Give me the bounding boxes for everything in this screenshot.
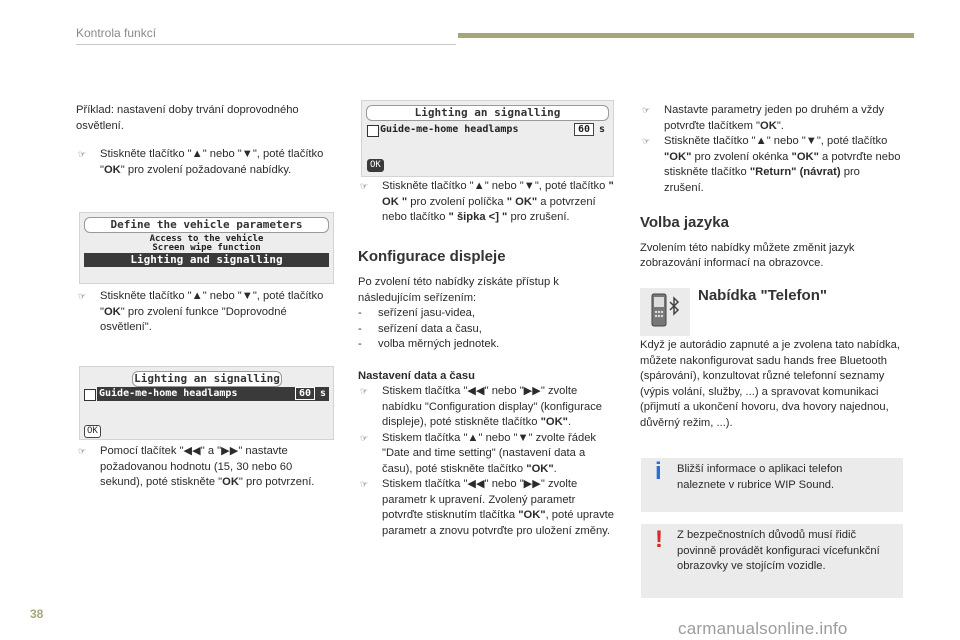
column-1-step3 [76, 444, 326, 491]
value-field: 60 [574, 123, 594, 136]
checkbox-checked [367, 125, 379, 137]
header-accent-bar [458, 33, 914, 38]
column-3 [640, 103, 902, 272]
screen-title: Lighting an signalling [132, 371, 282, 387]
list-item: - seřízení data a času, [358, 322, 482, 335]
info-text: Bližší informace o aplikaci telefon naleznete v rubrice WIP Sound. [677, 463, 843, 491]
ok-button-selected: OK [367, 159, 384, 172]
pointing-hand-icon: ☞ [360, 479, 369, 489]
section-title-phone: Nabídka "Telefon" [698, 287, 827, 304]
step-item: ☞ Stiskem tlačítka "◀◀" nebo "▶▶" zvolte nabídku "Configuration display" (konfigurace displeje), poté stiskněte tlačítko "OK". [360, 385, 603, 428]
info-box [641, 458, 903, 512]
pointing-hand-icon: ☞ [360, 432, 369, 443]
screen-title: Lighting an signalling [366, 105, 609, 121]
display-screenshot-lighting [79, 366, 334, 440]
step-item: ☞ Pomocí tlačítek "◀◀" a "▶▶" nastavte požadovanou hodnotu (15, 30 nebo 60 sekund), poté stiskněte "OK" pro potvrzení. [78, 445, 315, 488]
info-icon: i [655, 458, 662, 485]
watermark: carmanualsonline.info [678, 619, 848, 638]
column-1-step2 [76, 289, 326, 336]
step-item: ☞ Nastavte parametry jeden po druhém a vždy potvrďte tlačítkem "OK". [642, 104, 885, 132]
column-1 [76, 103, 326, 178]
step-item: ☞ Stiskem tlačítka "◀◀" nebo "▶▶" zvolte parametr k upravení. Zvolený parametr potvrďte stisknutím tlačítka "OK", poté upravte parametr a znovu potvrďte pro uložení změny. [360, 478, 615, 537]
checkbox-checked [84, 389, 96, 401]
ok-button: OK [84, 425, 101, 438]
screen-title: Define the vehicle parameters [84, 217, 329, 233]
display-screenshot-vehicle-parameters [79, 212, 334, 284]
warning-text: Z bezpečnostních důvodů musí řidič povinně provádět konfiguraci vícefunkční obrazovky ve stojícím vozidle. [677, 529, 880, 572]
section-title-language: Volba jazyka [640, 214, 729, 231]
paragraph: Po zvolení této nabídky získáte přístup k následujícím seřízením: [358, 276, 559, 304]
page-header-title: Kontrola funkcí [76, 26, 157, 40]
step-item: ☞ Stiskněte tlačítko "▲" nebo "▼", poté tlačítko " OK " pro zvolení políčka " OK" a potvrzení nebo tlačítko " šipka <] " pro zrušení. [360, 180, 614, 223]
pointing-hand-icon: ☞ [78, 291, 87, 301]
header-rule [76, 44, 456, 45]
step-item: ☞ Stiskněte tlačítko "▲" nebo "▼", poté tlačítko "OK" pro zvolení funkce "Doprovodné osvětlení". [78, 290, 324, 333]
warning-icon: ! [655, 526, 663, 553]
pointing-hand-icon: ☞ [360, 386, 369, 396]
setting-row: Guide-me-home headlamps 60 s [380, 124, 605, 135]
pointing-hand-icon: ☞ [642, 105, 651, 115]
step-item: ☞ Stiskněte tlačítko "▲" nebo "▼", poté tlačítko "OK" pro zvolení okénka "OK" a potvrďte nebo stiskněte tlačítko "Return" (návrat) pro zrušení. [642, 135, 901, 194]
step-item: ☞ Stiskněte tlačítko "▲" nebo "▼", poté tlačítko "OK" pro zvolení požadované nabídky. [78, 148, 324, 176]
warning-box [641, 524, 903, 598]
pointing-hand-icon: ☞ [360, 181, 369, 191]
display-screenshot-lighting-confirm [361, 100, 614, 177]
list-item: - volba měrných jednotek. [358, 338, 500, 350]
pointing-hand-icon: ☞ [78, 149, 87, 159]
list-item: - seřízení jasu-videa, [358, 307, 476, 319]
column-2 [358, 179, 616, 539]
pointing-hand-icon: ☞ [78, 446, 87, 456]
pointing-hand-icon: ☞ [642, 136, 651, 146]
intro-text: Příklad: nastavení doby trvání doprovodného osvětlení. [76, 104, 299, 132]
paragraph: Když je autorádio zapnuté a je zvolena tato nabídka, můžete nakonfigurovat sadu hands free Bluetooth (spárování), konzultovat různé telefonní seznamy (výpis volání, služby, ...) a spravovat komunikaci (přijmutí a ukončení hovoru, dva hovory najednou, důvěrný režim, ...). [640, 339, 900, 429]
setting-row: Guide-me-home headlamps 60 s [97, 387, 329, 401]
step-item: ☞ Stiskem tlačítka "▲" nebo "▼" zvolte řádek "Date and time setting" (nastavení data a času), poté stiskněte tlačítko "OK". [360, 431, 597, 475]
paragraph: Zvolením této nabídky můžete změnit jazyk zobrazování informací na obrazovce. [640, 241, 855, 269]
phone-bluetooth-icon [640, 288, 690, 336]
menu-item: Screen wipe function [152, 243, 261, 253]
value-field: 60 [295, 387, 315, 400]
page-number: 38 [30, 607, 44, 621]
phone-paragraph-block [640, 338, 902, 431]
subheading-date-time: Nastavení data a času [358, 369, 475, 382]
section-title-display-config: Konfigurace displeje [358, 247, 506, 265]
menu-item: Access to the vehicle [149, 234, 264, 244]
menu-item-selected: Lighting and signalling [84, 253, 329, 267]
